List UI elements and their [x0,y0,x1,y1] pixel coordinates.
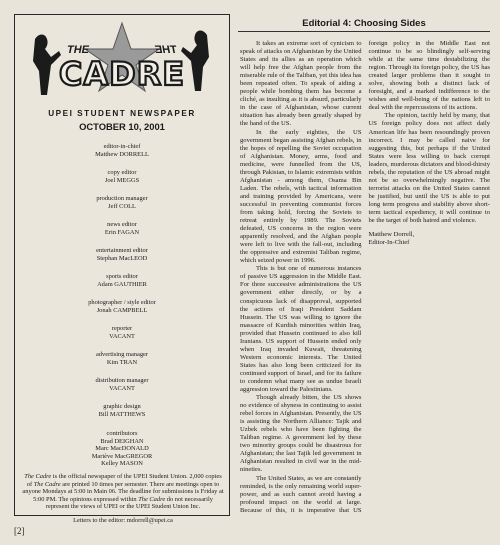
staff-role: production manager [96,195,148,202]
logo-cadre: CADRE [58,55,186,93]
staff-name: Adam GAUTHIER [97,280,147,288]
editorial-title: Editorial 4: Choosing Sides [302,18,426,29]
issue-date: OCTOBER 10, 2001 [79,121,165,132]
logo-the-left: THE [67,44,89,56]
about-paper-name-2: The Cadre [33,480,61,488]
staff-role: editor-in-chief [103,143,141,150]
about-text-3: do not necessarily represent the views of UPEI or the UPEI Student Union Inc. [45,495,213,511]
logo-the-right: THE [155,44,177,56]
staff-entry [15,195,229,221]
contributors-entry [15,430,229,468]
masthead-box [14,14,230,524]
contributor-name: Marc MacDONALD [95,445,149,453]
about-text-2: are printed 10 times per semester. There are meetings open to anyone Mondays at 5:00 in Main 06. The deadline for submissions is Friday at 5:00 PM. The opinions expressed within [22,480,224,503]
editorial-paragraph: The opinion, tacitly held by many, that US foreign policy does not affect daily American life has been resoundingly proven incorrect. I may be called naive for suggesting this, but perhaps if the United States were less willing to back corrupt leaders, murderous dictators and blood-thirsty rebels, the reputation of the US abroad might not be so overwhelmingly negative. The terrorist attacks on the United States cannot be justified, but until the US is able to put long term progress and stability above short-term tactical expediency, it will continue to be the target of both hatred and violence. [368,112,490,225]
staff-name: Stephan MacLEOD [96,254,148,262]
cadre-logo [15,19,229,105]
staff-entry [15,403,229,429]
staff-role: entertainment editor [96,247,148,254]
editorial-paragraph: This is but one of numerous instances of passive US aggression in the Middle East. For three successive administrations the US government either directly, or by a conspicuous lack of disapproval, supported the actions of Iraqi President Saddam Hussein. The US was willing to ignore the massacre of Kurdish minorities within Iraq, provided that Hussein continued to also kill Iranians. US support of Hussein ended only when Iraq invaded Kuwait, threatening Western economic interests. The United States has also long been criticized for its continued support of Israel, and for its failure to condemn what many see as undue Israeli aggression toward the Palestinians. [240,265,362,394]
staff-role: news editor [107,221,137,228]
editorial-paragraph: It takes an extreme sort of cynicism to speak of attacks on Afghanistan by the United States and its allies as an operation which will help free the Afghan people from the miserable rule of the Taliban, yet this idea has been repeated often. To speak of aiding a people while bombing them has become a cliché, as insulting as it is absurd, particularly in the case of Afghanistan, whose current situation has already been greatly shaped by the hand of the US. [240,40,362,128]
editorial-body [240,40,490,522]
editorial-paragraph: Though already bitten, the US shows no evidence of shyness in continuing to assist rebel forces in Afghanistan. Presently, the US is assisting the Northern Alliance: Tajik and Uzbek rebels who have been fighting the Taliban regime. A government led by these two minority groups could be disastrous for Afghanistan; the last Tajik led government in Afghanistan resulted in civil war in the mid-nineties. [240,394,362,474]
staff-name: Matthew DORRELL [95,150,149,158]
about-box [21,473,225,525]
editorial-paragraph: The United States, as we are constantly reminded, is the only remaining world super-power, and as such cannot avoid having a profound impact on the world at large. Because of this, it is imperative that US foreign policy in the Middle East not continue to be so blindingly self-serving while at the same time destabilizing the region. Through its foreign policy, the US has created larger problems than it sought to solve, showing both a distinct lack of foresight, and a marked indifference to the wishes and well-being of the nations left to deal with the repercussions of its actions. [240,40,490,514]
staff-entry [15,169,229,195]
editorial-signature [369,231,491,247]
contributor-name: Mariève MacGREGOR [91,452,153,460]
staff-entry [15,221,229,247]
staff-name: Erin FAGAN [104,228,140,236]
staff-name: VACANT [109,332,135,340]
letters-to-editor: Letters to the editor: mdorrell@upei.ca [73,516,173,524]
staff-role: photographer / style editor [88,299,156,306]
staff-role: copy editor [107,169,137,176]
staff-entry [15,325,229,351]
staff-entry [15,351,229,377]
about-text-1: is the official newspaper of the UPEI Student Union. 2,000 copies of [26,473,222,488]
staff-role: distribution manager [95,377,149,384]
signature-name: Matthew Dorrell, [368,231,415,239]
staff-role: graphic design [103,403,141,410]
staff-entry [15,273,229,299]
contributor-name: Kelley MASON [101,460,143,468]
staff-name: Kim TRAN [106,358,138,366]
page-number: [2] [14,526,25,536]
staff-entry [15,143,229,169]
staff-role: sports editor [106,273,138,280]
signature-title: Editor-In-Chief [368,239,410,247]
staff-entry [15,299,229,325]
staff-entry [15,247,229,273]
figure-right-icon [181,31,209,92]
contributors-label: contributors [106,430,138,437]
staff-name: Joel MEGGS [104,176,140,184]
staff-list [15,143,229,468]
about-text [21,473,225,511]
staff-name: Bill MATTHEWS [98,410,146,418]
staff-entry [15,377,229,403]
editorial-paragraph: In the early eighties, the US government began assisting Afghan rebels, in the hopes of repelling the Soviet occupation of Afghanistan. Money, arms, food and medicine, were funnelled from the US, through Pakistan, to Islamic extremists within Afghanistan - among them, Osama Bin Laden. The rebels, with tactical information and training provided by Americans, were successful in preventing communist forces from taking hold, forcing the Soviets to retreat entirely by 1989. The Soviets defeated, US concerns in the region were apparently resolved, and the Afghan people were left to live with the fall-out, including the oppressive and extremist Taliban regime, which seized power in 1996. [240,128,362,265]
about-paper-name-3: The Cadre [138,495,166,503]
staff-role: advertising manager [96,351,148,358]
about-paper-name-1: The Cadre [24,473,52,480]
staff-name: Jonah CAMPBELL [96,306,148,314]
newspaper-subtitle: UPEI STUDENT NEWSPAPER [48,109,196,118]
staff-name: Jeff COLL [108,202,136,210]
figure-left-icon [33,35,61,96]
editorial-rule [238,31,490,32]
contributor-name: Brad DEIGHAN [100,437,144,445]
staff-name: VACANT [109,384,135,392]
staff-role: reporter [111,325,133,332]
